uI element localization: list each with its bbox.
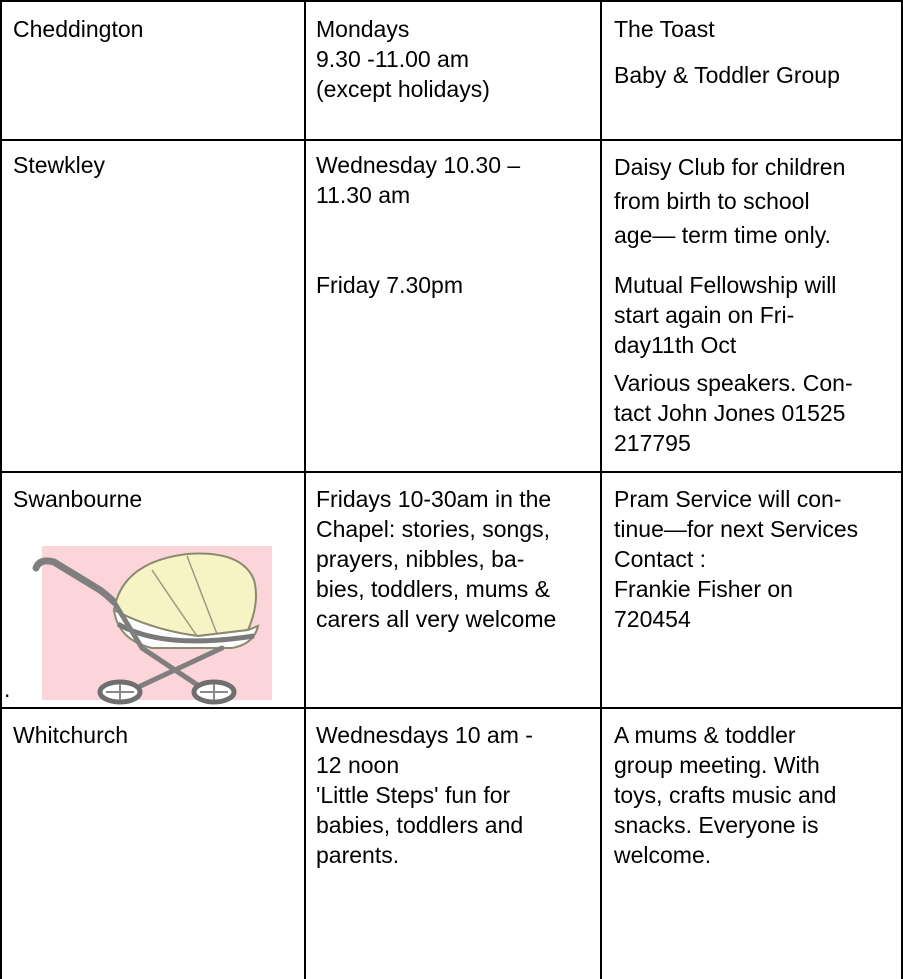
description-line: day11th Oct <box>614 332 737 358</box>
description-cell <box>614 270 836 360</box>
place-cell <box>13 720 128 750</box>
description-line: The Toast <box>614 16 715 42</box>
description-cell <box>614 368 853 458</box>
place-cell <box>13 484 142 514</box>
column-divider-1 <box>304 0 306 979</box>
description-line: Frankie Fisher on <box>614 576 793 602</box>
description-cell <box>614 720 836 870</box>
description-line: A mums & toddler <box>614 722 796 748</box>
place-mark <box>4 674 10 704</box>
time-line: carers all very welcome <box>316 606 557 632</box>
time-line: prayers, nibbles, ba- <box>316 546 525 572</box>
description-cell <box>614 484 858 634</box>
description-line: from birth to school <box>614 188 810 214</box>
time-line: (except holidays) <box>316 76 490 102</box>
time-line: babies, toddlers and <box>316 812 524 838</box>
description-line: tact John Jones 01525 <box>614 400 846 426</box>
place-name: Cheddington <box>13 16 144 42</box>
time-line: Friday 7.30pm <box>316 272 464 298</box>
pram-icon <box>22 540 282 705</box>
time-cell <box>316 150 520 210</box>
place-name: Swanbourne <box>13 486 143 512</box>
place-name: Stewkley <box>13 152 106 178</box>
place-cell <box>13 14 143 44</box>
time-line: Wednesdays 10 am - <box>316 722 533 748</box>
description-line: Baby & Toddler Group <box>614 62 840 88</box>
time-line: bies, toddlers, mums & <box>316 576 550 602</box>
time-line: 12 noon <box>316 752 400 778</box>
description-line: start again on Fri- <box>614 302 795 328</box>
column-divider-2 <box>600 0 602 979</box>
row-divider-1 <box>0 139 903 141</box>
description-line: snacks. Everyone is <box>614 812 819 838</box>
time-cell <box>316 484 556 634</box>
time-line: Chapel: stories, songs, <box>316 516 550 542</box>
time-line: Fridays 10-30am in the <box>316 486 552 512</box>
description-line: toys, crafts music and <box>614 782 837 808</box>
description-line: tinue—for next Services <box>614 516 859 542</box>
time-cell <box>316 14 490 104</box>
time-line: parents. <box>316 842 400 868</box>
time-line: Wednesday 10.30 – <box>316 152 521 178</box>
description-line: Various speakers. Con- <box>614 370 853 396</box>
time-cell <box>316 270 463 300</box>
description-line: 217795 <box>614 430 691 456</box>
description-line: 720454 <box>614 606 691 632</box>
description-line: Daisy Club for children <box>614 154 846 180</box>
description-line: Contact : <box>614 546 707 572</box>
row-divider-3 <box>0 707 903 709</box>
description-line: Mutual Fellowship will <box>614 272 837 298</box>
description-line: group meeting. With <box>614 752 820 778</box>
description-cell <box>614 150 845 252</box>
description-line: welcome. <box>614 842 712 868</box>
place-cell <box>13 150 105 180</box>
description-line: age— term time only. <box>614 222 831 248</box>
description-line: Pram Service will con- <box>614 486 842 512</box>
place-name: Whitchurch <box>13 722 129 748</box>
table-border-left <box>0 0 2 979</box>
time-line: Mondays <box>316 16 410 42</box>
dot-mark: . <box>4 676 11 702</box>
table-border-top <box>0 0 903 2</box>
description-cell <box>614 14 840 90</box>
time-line: 'Little Steps' fun for <box>316 782 511 808</box>
time-line: 11.30 am <box>316 182 411 208</box>
row-divider-2 <box>0 471 903 473</box>
time-cell <box>316 720 533 870</box>
time-line: 9.30 -11.00 am <box>316 46 470 72</box>
